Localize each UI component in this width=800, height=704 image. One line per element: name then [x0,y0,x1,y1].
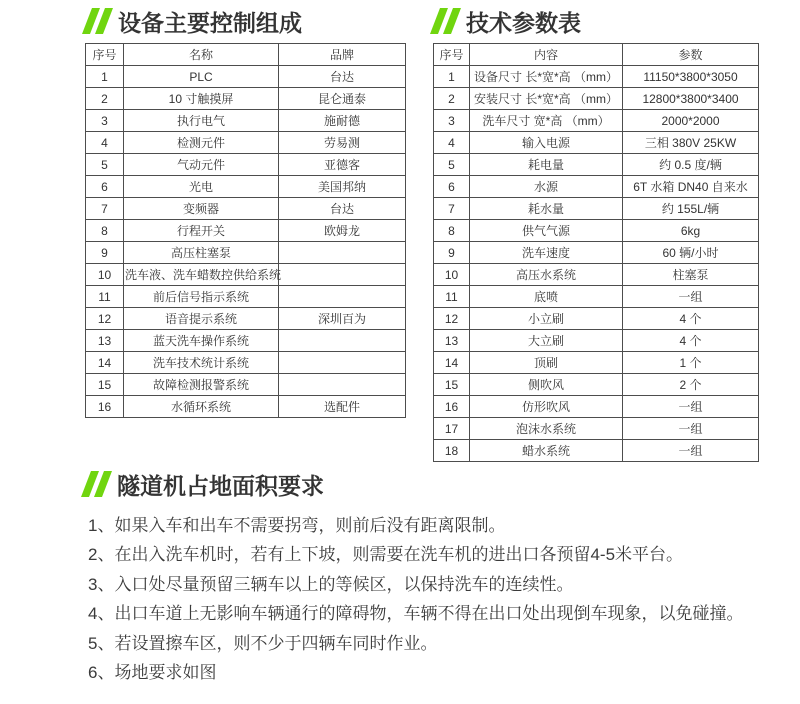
table-row [86,154,406,176]
requirement-item: 2、在出入洗车机时，若有上下坡，则需要在洗车机的进出口各预留4-5米平台。 [88,545,684,565]
table-row [434,286,759,308]
table-cell: 6 [86,176,124,198]
table-cell: 11150*3800*3050 [623,66,759,88]
table-cell [279,286,406,308]
table-cell: 一组 [623,440,759,462]
table-cell: 8 [434,220,470,242]
double-slash-icon [87,8,108,34]
table-row [434,198,759,220]
table-cell: 约 0.5 度/辆 [623,154,759,176]
table-cell: 美国邦纳 [279,176,406,198]
table-cell: 16 [434,396,470,418]
table-cell: 光电 [124,176,279,198]
table-row [434,396,759,418]
requirements-section [84,469,774,687]
table-cell: 6T 水箱 DN40 自来水 [623,176,759,198]
table-cell: 9 [434,242,470,264]
requirement-item: 1、如果入车和出车不需要拐弯，则前后没有距离限制。 [88,516,506,535]
table-cell: 变频器 [124,198,279,220]
table-cell: 劳易测 [279,132,406,154]
table-cell: 一组 [623,396,759,418]
table-cell: 三相 380V 25KW [623,132,759,154]
table-cell: 气动元件 [124,154,279,176]
table-cell: 台达 [279,66,406,88]
table-row [86,308,406,330]
table-row [86,374,406,396]
table-cell: 亚德客 [279,154,406,176]
column-header: 名称 [124,44,279,66]
table-cell: 侧吹风 [470,374,623,396]
table-cell: 检测元件 [124,132,279,154]
table-row [86,264,406,286]
table-row [86,176,406,198]
table-cell: 15 [434,374,470,396]
table-cell: 洗车尺寸 宽*高 （mm） [470,110,623,132]
table-cell: 1 [434,66,470,88]
table-cell: 洗车技术统计系统 [124,352,279,374]
requirement-item: 4、出口车道上无影响车辆通行的障碍物，车辆不得在出口处出现倒车现象，以免碰撞。 [88,604,744,624]
double-slash-icon [435,8,456,34]
table-cell: 5 [86,154,124,176]
table-cell: 4 [434,132,470,154]
table-cell: PLC [124,66,279,88]
table-cell: 10 [434,264,470,286]
table-cell: 耗水量 [470,198,623,220]
table-cell: 2 [434,88,470,110]
table-cell: 10 寸触摸屏 [124,88,279,110]
equipment-section-title [85,6,406,36]
table-cell: 水源 [470,176,623,198]
table-cell: 欧姆龙 [279,220,406,242]
table-cell: 顶刷 [470,352,623,374]
table-cell [279,374,406,396]
table-cell: 设备尺寸 长*宽*高 （mm） [470,66,623,88]
parameters-title-text: 技术参数表 [466,9,581,36]
requirement-item: 3、入口处尽量预留三辆车以上的等候区，以保持洗车的连续性。 [88,574,574,594]
table-cell: 2 个 [623,374,759,396]
table-cell: 高压水系统 [470,264,623,286]
table-cell: 台达 [279,198,406,220]
table-row [86,330,406,352]
table-cell: 17 [434,418,470,440]
table-cell: 7 [434,198,470,220]
table-cell: 12 [434,308,470,330]
requirements-list [84,511,774,687]
table-cell: 13 [86,330,124,352]
table-cell: 3 [86,110,124,132]
table-cell: 洗车速度 [470,242,623,264]
table-cell: 14 [434,352,470,374]
table-row [86,286,406,308]
table-row [434,352,759,374]
table-row [434,132,759,154]
double-slash-icon [86,471,107,497]
table-cell: 14 [86,352,124,374]
table-cell: 6 [434,176,470,198]
parameters-section [433,6,759,462]
table-cell: 8 [86,220,124,242]
table-cell: 约 155L/辆 [623,198,759,220]
requirements-section-title [84,469,774,499]
table-cell: 泡沫水系统 [470,418,623,440]
table-row [86,198,406,220]
table-cell: 一组 [623,286,759,308]
table-cell: 小立刷 [470,308,623,330]
table-cell: 12800*3800*3400 [623,88,759,110]
table-row [86,132,406,154]
table-cell: 柱塞泵 [623,264,759,286]
table-cell: 施耐德 [279,110,406,132]
table-cell: 13 [434,330,470,352]
table-cell [279,264,406,286]
table-cell: 5 [434,154,470,176]
column-header: 序号 [86,44,124,66]
requirements-title-text: 隧道机占地面积要求 [117,472,324,499]
table-cell: 4 个 [623,330,759,352]
table-cell: 15 [86,374,124,396]
table-cell [279,330,406,352]
table-row [434,176,759,198]
table-row [434,308,759,330]
equipment-title-text: 设备主要控制组成 [118,9,302,36]
table-cell: 7 [86,198,124,220]
table-row [86,242,406,264]
table-cell [279,242,406,264]
table-cell: 11 [434,286,470,308]
table-cell: 大立刷 [470,330,623,352]
table-row [434,88,759,110]
table-cell: 洗车液、洗车蜡数控供给系统 [124,264,279,286]
table-cell: 一组 [623,418,759,440]
table-row [86,88,406,110]
table-row [434,264,759,286]
table-row [434,440,759,462]
table-cell: 底喷 [470,286,623,308]
table-cell: 16 [86,396,124,418]
table-cell: 耗电量 [470,154,623,176]
parameters-table [433,43,759,462]
requirement-item: 6、场地要求如图 [88,663,217,683]
table-row [434,418,759,440]
table-cell: 蜡水系统 [470,440,623,462]
table-row [86,110,406,132]
table-cell: 仿形吹风 [470,396,623,418]
table-cell: 深圳百为 [279,308,406,330]
equipment-table [85,43,406,418]
table-row [434,242,759,264]
table-cell: 蓝天洗车操作系统 [124,330,279,352]
column-header: 品牌 [279,44,406,66]
column-header: 参数 [623,44,759,66]
table-row [86,220,406,242]
table-cell: 10 [86,264,124,286]
table-cell: 6kg [623,220,759,242]
table-row [434,330,759,352]
table-row [434,66,759,88]
table-row [86,396,406,418]
table-cell: 60 辆/小时 [623,242,759,264]
table-cell: 执行电气 [124,110,279,132]
table-cell: 安装尺寸 长*宽*高 （mm） [470,88,623,110]
table-cell: 12 [86,308,124,330]
table-cell: 高压柱塞泵 [124,242,279,264]
parameters-section-title [433,6,759,36]
table-row [434,220,759,242]
table-cell: 行程开关 [124,220,279,242]
table-cell: 昆仑通泰 [279,88,406,110]
table-row [86,352,406,374]
table-cell: 语音提示系统 [124,308,279,330]
table-cell: 输入电源 [470,132,623,154]
header-row [434,44,759,66]
table-row [434,154,759,176]
table-row [434,110,759,132]
table-cell: 故障检测报警系统 [124,374,279,396]
column-header: 内容 [470,44,623,66]
table-cell: 水循环系统 [124,396,279,418]
table-cell: 2 [86,88,124,110]
header-row [86,44,406,66]
requirement-item: 5、若设置擦车区，则不少于四辆车同时作业。 [88,633,438,653]
table-cell: 2000*2000 [623,110,759,132]
equipment-section [85,6,406,418]
table-cell: 4 [86,132,124,154]
table-cell: 1 [86,66,124,88]
column-header: 序号 [434,44,470,66]
table-cell [279,352,406,374]
table-cell: 前后信号指示系统 [124,286,279,308]
table-cell: 供气气源 [470,220,623,242]
table-row [434,374,759,396]
table-cell: 3 [434,110,470,132]
table-cell: 9 [86,242,124,264]
table-cell: 选配件 [279,396,406,418]
table-row [86,66,406,88]
table-cell: 11 [86,286,124,308]
table-cell: 18 [434,440,470,462]
table-cell: 1 个 [623,352,759,374]
table-cell: 4 个 [623,308,759,330]
